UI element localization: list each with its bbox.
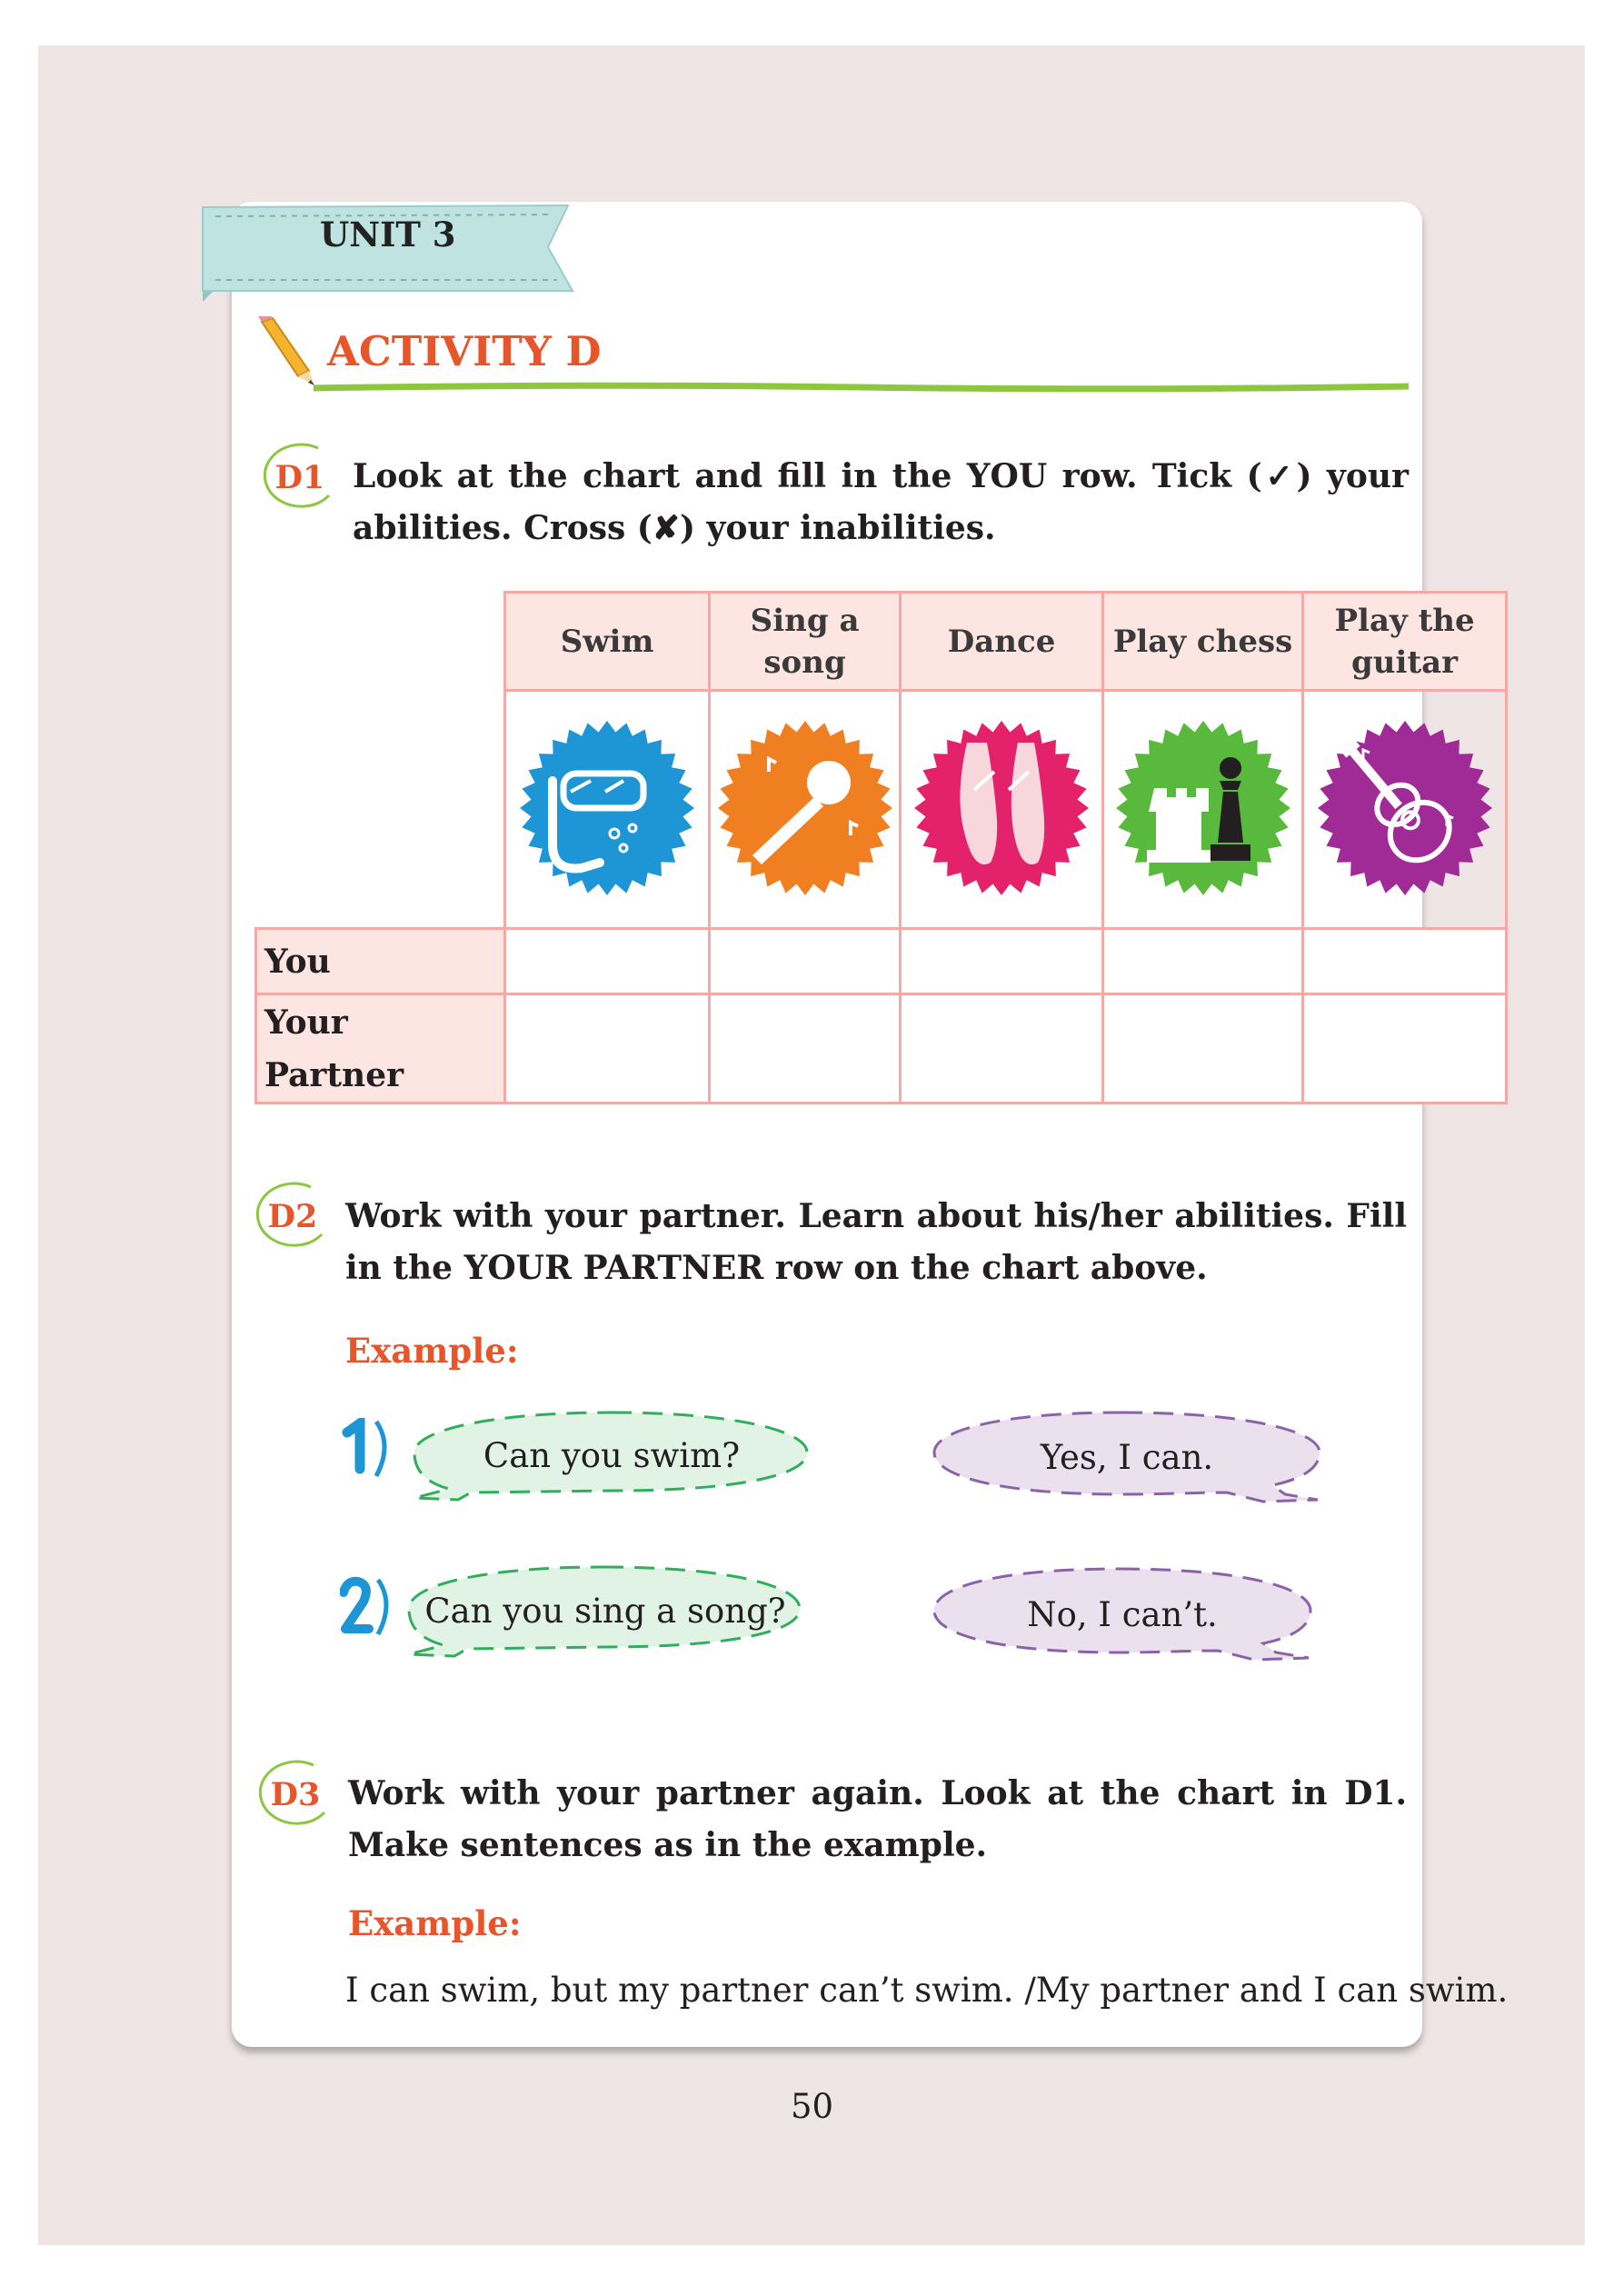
d1-badge-label: D1 bbox=[274, 458, 325, 496]
snorkel-mask-icon bbox=[516, 717, 698, 899]
swim-cell bbox=[505, 691, 710, 929]
d3-badge bbox=[250, 1758, 341, 1831]
you-dance-cell[interactable] bbox=[901, 929, 1103, 994]
heading-underline bbox=[314, 380, 1409, 394]
d2-example-label: Example: bbox=[345, 1331, 519, 1371]
column-header: Play the guitar bbox=[1303, 593, 1507, 691]
chart-corner bbox=[256, 593, 505, 691]
sing-cell bbox=[710, 691, 901, 929]
column-header: Swim bbox=[505, 593, 710, 691]
abilities-chart bbox=[254, 591, 1508, 1104]
activity-title: ACTIVITY D bbox=[327, 327, 602, 375]
question-text: Can you swim? bbox=[483, 1435, 741, 1475]
you-sing-cell[interactable] bbox=[710, 929, 901, 994]
partner-sing-cell[interactable] bbox=[710, 994, 901, 1103]
d3-example-label: Example: bbox=[348, 1903, 522, 1943]
row-header-you: You bbox=[256, 929, 505, 994]
guitar-icon bbox=[1314, 717, 1496, 899]
d2-badge-label: D2 bbox=[267, 1197, 318, 1235]
partner-dance-cell[interactable] bbox=[901, 994, 1103, 1103]
partner-chess-cell[interactable] bbox=[1103, 994, 1303, 1103]
d2-badge bbox=[247, 1180, 338, 1253]
column-header: Sing a song bbox=[710, 593, 901, 691]
you-chess-cell[interactable] bbox=[1103, 929, 1303, 994]
answer-text: Yes, I can. bbox=[1040, 1437, 1214, 1477]
question-text: Can you sing a song? bbox=[424, 1591, 786, 1631]
answer-bubble bbox=[927, 1405, 1327, 1509]
question-bubble bbox=[407, 1405, 816, 1505]
d1-instruction: Look at the chart and fill in the YOU row. Tick (✓) your abilities. Cross (✘) your inabilities. bbox=[353, 457, 1409, 547]
column-header: Dance bbox=[901, 593, 1103, 691]
you-swim-cell[interactable] bbox=[505, 929, 710, 994]
answer-bubble bbox=[927, 1562, 1318, 1667]
d2-instruction: Work with your partner. Learn about his/her abilities. Fill in the YOUR PARTNER row on the chart above. bbox=[345, 1197, 1407, 1287]
microphone-icon bbox=[714, 717, 896, 899]
question-bubble bbox=[402, 1560, 809, 1662]
partner-guitar-cell[interactable] bbox=[1303, 994, 1507, 1103]
unit-label: UNIT 3 bbox=[320, 215, 456, 255]
d3-badge-label: D3 bbox=[270, 1775, 321, 1813]
d3-instruction: Work with your partner again. Look at the chart in D1. Make sentences as in the example. bbox=[348, 1774, 1407, 1864]
column-header: Play chess bbox=[1103, 593, 1303, 691]
you-guitar-cell[interactable] bbox=[1303, 929, 1507, 994]
partner-swim-cell[interactable] bbox=[505, 994, 710, 1103]
d1-badge bbox=[254, 441, 345, 514]
chess-cell bbox=[1103, 691, 1303, 929]
answer-text: No, I can’t. bbox=[1027, 1594, 1218, 1634]
dance-cell bbox=[901, 691, 1103, 929]
ballet-shoes-icon bbox=[911, 717, 1092, 899]
chess-pieces-icon bbox=[1112, 717, 1294, 899]
chart-corner bbox=[256, 691, 505, 929]
page-number: 50 bbox=[790, 2087, 834, 2126]
row-header-partner: Your Partner bbox=[256, 994, 505, 1103]
number-1-icon bbox=[340, 1418, 394, 1482]
d3-example-sentence: I can swim, but my partner can’t swim. /My partner and I can swim. bbox=[345, 1971, 1509, 2010]
number-2-icon bbox=[340, 1576, 394, 1640]
pencil-icon bbox=[256, 316, 320, 389]
guitar-cell bbox=[1303, 691, 1507, 929]
